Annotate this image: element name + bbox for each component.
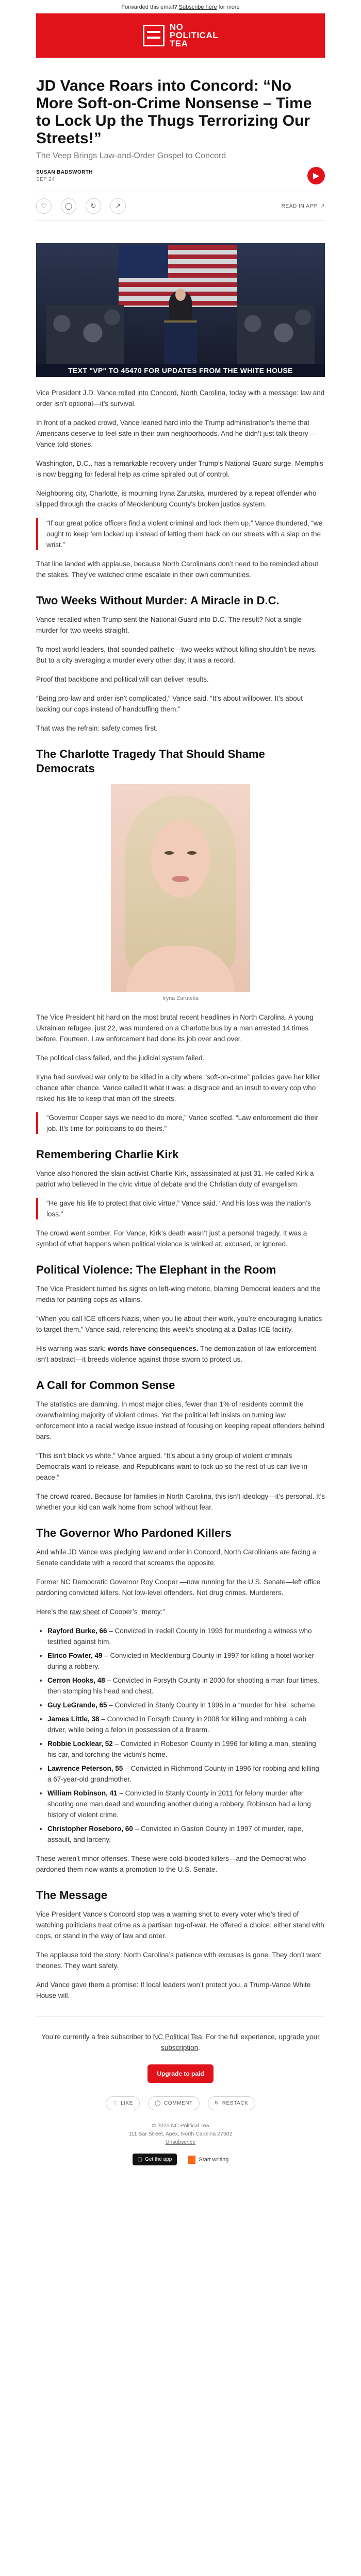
pardon-list [36,1625,325,1845]
section-heading: Remembering Charlie Kirk [36,1148,179,1161]
list-item: • Rayford Burke, 66 – Convicted in Iredell County in 1993 for murdering a witness who testified against him. [47,1625,325,1647]
subscription-note: You’re currently a free subscriber to NC Political Tea. For the full experience, upgrade your subscription. [41,2033,320,2052]
restack-pill-button[interactable]: ↻ RESTACK [208,2096,255,2110]
paragraph: That line landed with applause, because North Carolinians don’t need to be reminded about the stakes. They’ve watched crime escalate in their own communities. [36,560,319,579]
byline [36,167,325,184]
paragraph: To most world leaders, that sounded pathetic—two weeks without killing shouldn’t be news. But to a city averaging a murder every other day, it was a record. [36,646,317,664]
paragraph: Iryna had survived war only to be killed in a city where “soft-on-crime” policies gave her killer chance after chance. Vance called it what it was: a disgrace and an insult to every cop who risked his life to keep that man off the streets. [36,1073,320,1103]
list-item: • Elrico Fowler, 49 – Convicted in Mecklenburg County in 1997 for killing a hotel worker during a robbery. [47,1650,325,1672]
unsubscribe-link[interactable]: Unsubscribe [165,2139,196,2145]
pull-quote: “Governor Cooper says we need to do more,” Vance scoffed. “Law enforcement did their job. It’s time for politicians to do theirs.” [36,1112,325,1134]
intro-paragraph-1: Vice President J.D. Vance rolled into Concord, North Carolina, today with a message: law and order isn’t optional—it’s survival. [36,389,325,408]
app-promo-row [36,2154,325,2165]
list-item: • Christopher Roseboro, 60 – Convicted in Gaston County in 1997 of murder, rape, assault, and larceny. [47,1823,325,1845]
play-audio-button[interactable] [307,167,325,184]
share-icon: ↗ [115,202,121,210]
paragraph: Vice President Vance’s Concord stop was a warning shot to every voter who’s tired of watching politicians treat crime as a partisan tug-of-war. He offered a choice: either stand with cops, or stand in the way of law and order. [36,1910,324,1940]
article-subtitle: The Veep Brings Law-and-Order Gospel to Concord [36,151,226,160]
intro-paragraph-4: Neighboring city, Charlotte, is mourning Iryna Zarutska, murdered by a repeat offender who slipped through the cracks of Mecklenburg County’s broken justice system. [36,489,317,508]
list-item: • Cerron Hooks, 48 – Convicted in Forsyth County in 2000 for shooting a man four times, then stomping his head and chest. [47,1675,325,1697]
section-heading: Political Violence: The Elephant in the Room [36,1263,276,1276]
section-heading: A Call for Common Sense [36,1379,175,1392]
post-action-bar [36,192,325,221]
list-item: • Robbie Locklear, 52 – Convicted in Robeson County in 1996 for killing a man, stealing his car, and torching the victim’s home. [47,1738,325,1760]
upgrade-link[interactable]: upgrade your subscription [161,2033,320,2052]
paragraph: And while JD Vance was pledging law and order in Concord, North Carolinians are facing a Senate candidate with a record that screams the opposite. [36,1548,317,1567]
section-heading: The Message [36,1889,108,1902]
paragraph: The Vice President turned his sights on left-wing rhetoric, blaming Democrat leaders and the media for painting cops as villains. [36,1285,321,1303]
paragraph: “Being pro-law and order isn’t complicated,” Vance said. “It’s about willpower. It’s about backing our cops instead of handcuffing them.” [36,694,303,713]
paragraph: His warning was stark: words have consequences. The demonization of law enforcement isn’t abstract—it breeds violence against those sworn to protect us. [36,1345,317,1363]
like-pill-button[interactable]: ♡ LIKE [106,2096,140,2110]
podium-graphic [164,320,197,369]
play-icon: ▶ [313,172,320,180]
paragraph: Former NC Democratic Governor Roy Cooper —now running for the U.S. Senate—left office pardoning convicted killers. Not low-level offenders. Not drug crimes. Murderers. [36,1578,321,1597]
comment-button[interactable] [61,198,76,214]
paragraph: The applause told the story: North Carolina’s patience with excuses is gone. They don’t want theories. They want safety. [36,1951,321,1970]
comment-icon: ◯ [64,202,73,210]
phone-icon: ▢ [137,2157,143,2162]
subscription-footer [36,2016,325,2165]
pull-quote: “He gave his life to protect that civic virtue,” Vance said. “And his loss was the nation’s loss.” [36,1198,325,1219]
publication-logo: NO POLITICAL TEA [143,23,218,48]
paragraph: Vance recalled when Trump sent the National Guard into D.C. The result? Not a single murder for two weeks straight. [36,616,302,634]
hero-image[interactable] [36,243,325,377]
share-button[interactable] [110,198,126,214]
paragraph: These weren’t minor offenses. These were cold-blooded killers—and the Democrat who pardoned them now wants a promotion to the U.S. Senate. [36,1855,306,1873]
pull-quote: “If our great police officers find a violent criminal and lock them up,” Vance thundered, “we ought to keep ’em locked up instead of letting them back on our streets with a slap on the wrist.” [36,518,325,550]
portrait-image[interactable] [111,784,250,992]
logo-mark-icon [143,25,165,46]
paragraph: The Vice President hit hard on the most brutal recent headlines in North Carolina. A young Ukrainian refugee, just 22, was murdered on a Charlotte bus by a man arrested 14 times before. Fourteen. Law enforcement had done its job over and over. [36,1013,314,1043]
forward-note: Forwarded this email? Subscribe here for more [121,4,240,10]
paragraph: Proof that backbone and political will can deliver results. [36,675,209,683]
list-item: • Guy LeGrande, 65 – Convicted in Stanly County in 1996 in a “murder for hire” scheme. [47,1700,325,1710]
restack-icon: ↻ [214,2100,219,2106]
paragraph: “When you call ICE officers Nazis, when you lie about their work, you’re encouraging lunatics to target them,” Vance said, referencing this week’s shooting at a Dallas ICE facility. [36,1315,322,1333]
list-item: • William Robinson, 41 – Convicted in Stanly County in 2011 for felony murder after shooting one man dead and wounding another during a robbery. Robinson had a long history of violent crime. [47,1788,325,1820]
paragraph: The statistics are damning. In most major cities, fewer than 1% of residents commit the overwhelming majority of violent crimes. Yet the political left insists on turning law enforcement into a racial wedge issue instead of focusing on keeping repeat offenders behind bars. [36,1400,324,1440]
paragraph: And Vance gave them a promise: If local leaders won’t protect you, a Trump-Vance White House will. [36,1981,311,1999]
article-title[interactable]: JD Vance Roars into Concord: “No More Soft-on-Crime Nonsense – Time to Lock Up the Thugs Terrorizing Our Streets!” [36,77,312,147]
heart-icon: ♡ [41,202,47,210]
publication-banner[interactable] [36,13,325,58]
section-heading: Two Weeks Without Murder: A Miracle in D.C. [36,594,280,607]
speaker-figure [169,291,192,323]
author-name[interactable]: SUSAN BADSWORTH [36,169,93,175]
upgrade-to-paid-button[interactable]: Upgrade to paid [147,2064,213,2083]
substack-logo-icon [188,2156,195,2164]
image-caption: Iryna Zarutska [162,995,199,1002]
heart-icon: ♡ [112,2100,118,2106]
paragraph: Vance also honored the slain activist Charlie Kirk, assassinated at just 31. He called Kirk a patriot who believed in the civic virtue of debate and the Christian duty of evangelism. [36,1170,314,1188]
paragraph: Here’s the raw sheet of Cooper’s “mercy:” [36,1608,165,1616]
paragraph: That was the refrain: safety comes first. [36,724,158,732]
paragraph: The crowd went somber. For Vance, Kirk’s death wasn’t just a personal tragedy. It was a symbol of what happens when political violence is winked at, excused, or ignored. [36,1229,307,1248]
subscribe-link[interactable]: Subscribe here [178,4,217,10]
section-heading: The Governor Who Pardoned Killers [36,1527,232,1539]
external-link-icon: ↗ [320,203,325,209]
restack-icon: ↻ [90,202,96,210]
comment-pill-button[interactable]: ◯ COMMENT [148,2096,200,2110]
comment-icon: ◯ [155,2100,161,2106]
legal-footer: © 2025 NC Political Tea 111 Bar Street, Apex, North Carolina 27502 Unsubscribe [128,2123,233,2145]
restack-button[interactable] [86,198,101,214]
intro-paragraph-2: In front of a packed crowd, Vance leaned hard into the Trump administration’s theme that Americans deserve to feel safe in their own neighborhoods. And he didn’t just talk theory—Vance told stories. [36,419,316,448]
paragraph: “This isn’t black vs white,” Vance argued. “It’s about a tiny group of violent criminals Democrats want to release, and Republicans want to lock up so the rest of us can live in peace.” [36,1452,308,1481]
list-item: • Lawrence Peterson, 55 – Convicted in Richmond County in 1996 for robbing and killing a 67-year-old grandmother. [47,1763,325,1785]
intro-paragraph-3: Washington, D.C., has a remarkable recovery under Trump’s National Guard surge. Memphis is now begging for federal help as crime spiraled out of control. [36,460,323,478]
paragraph: The political class failed, and the judicial system failed. [36,1054,205,1062]
concord-link[interactable]: rolled into Concord, North Carolina [118,389,226,397]
publication-link[interactable]: NC Political Tea [153,2033,202,2041]
read-in-app-button[interactable]: READ IN APP ↗ [281,203,325,209]
list-item: • James Little, 38 – Convicted in Forsyth County in 2008 for killing and robbing a cab driver, while being a felon in possession of a firearm. [47,1714,325,1735]
post-date: SEP 24 [36,176,55,182]
paragraph: The crowd roared. Because for families in North Carolina, this isn’t ideology—it’s personal. It’s whether your kid can walk home from school without fear. [36,1493,325,1511]
like-button[interactable] [36,198,52,214]
start-writing-link[interactable]: Start writing [188,2156,228,2164]
raw-sheet-link[interactable]: raw sheet [70,1608,100,1616]
get-app-button[interactable]: ▢ Get the app [133,2154,177,2165]
section-heading: The Charlotte Tragedy That Should Shame Democrats [36,748,265,775]
engagement-buttons [36,2096,325,2110]
hero-banner-text: TEXT "VP" TO 45470 FOR UPDATES FROM THE WHITE HOUSE [36,364,325,377]
